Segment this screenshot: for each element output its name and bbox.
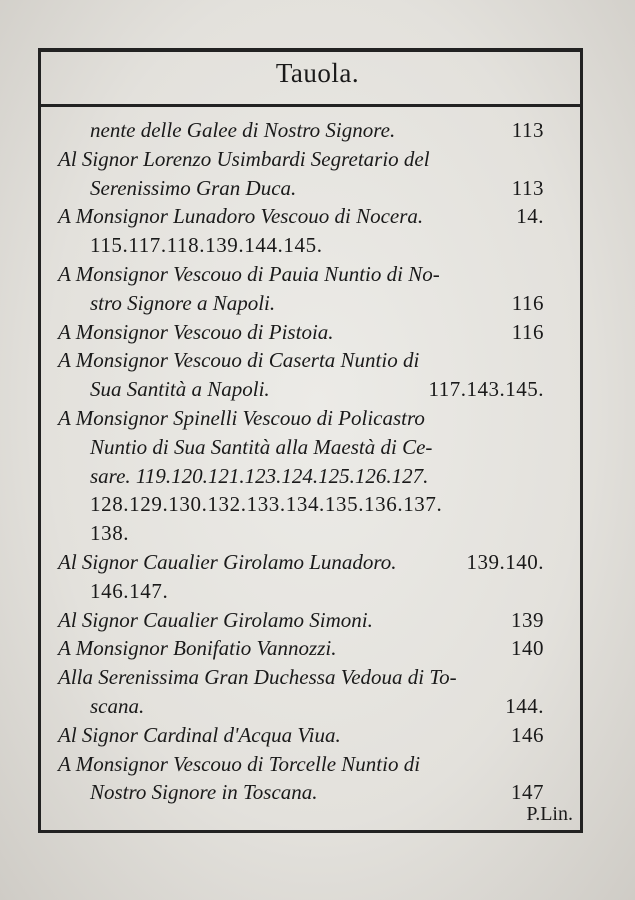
index-entry-line bbox=[58, 519, 544, 548]
entry-text: 115.117.118.139.144.145. bbox=[90, 233, 323, 258]
entry-page-numbers: 113 bbox=[511, 118, 544, 142]
entry-page-numbers: 139 bbox=[511, 607, 544, 632]
index-entry-line bbox=[58, 202, 544, 231]
header-rule bbox=[38, 104, 583, 107]
entry-text: nente delle Galee di Nostro Signore. bbox=[90, 118, 396, 142]
index-entry-line bbox=[58, 721, 544, 750]
entry-text: Al Signor Lorenzo Usimbardi Segretario del bbox=[58, 146, 430, 171]
index-entries bbox=[58, 116, 544, 807]
entry-text: 138. bbox=[90, 521, 130, 546]
index-entry-line bbox=[58, 346, 544, 375]
index-entry-line bbox=[58, 375, 544, 404]
entry-text: Al Signor Caualier Girolamo Lunadoro. bbox=[58, 549, 397, 574]
entry-text: stro Signore a Napoli. bbox=[90, 290, 276, 315]
index-entry-line bbox=[58, 289, 544, 318]
entry-page-numbers: 147 bbox=[511, 780, 544, 805]
index-entry-line bbox=[58, 778, 544, 807]
index-entry-line bbox=[58, 490, 544, 519]
index-entry-line bbox=[58, 318, 544, 347]
index-entry-line bbox=[58, 116, 544, 145]
entry-text: Nuntio di Sua Santità alla Maestà di Ce- bbox=[90, 434, 433, 459]
index-entry-line bbox=[58, 634, 544, 663]
index-entry-line bbox=[58, 692, 544, 721]
entry-text: A Monsignor Vescouo di Pistoia. bbox=[58, 319, 334, 344]
page-title: Tauola. bbox=[275, 58, 360, 88]
index-entry-line bbox=[58, 606, 544, 635]
index-entry-line bbox=[58, 174, 544, 203]
entry-text: Nostro Signore in Toscana. bbox=[90, 780, 318, 805]
entry-text: A Monsignor Lunadoro Vescouo di Nocera. bbox=[58, 204, 424, 229]
catchword: P.Lin. bbox=[526, 803, 573, 825]
entry-text: A Monsignor Spinelli Vescouo di Policastro bbox=[58, 405, 425, 430]
entry-text: Sua Santità a Napoli. bbox=[90, 377, 270, 402]
entry-text: A Monsignor Bonifatio Vannozzi. bbox=[58, 636, 337, 661]
entry-text: A Monsignor Vescouo di Torcelle Nuntio di bbox=[58, 751, 421, 776]
entry-page-numbers: 117.143.145. bbox=[428, 377, 544, 402]
entry-text: 128.129.130.132.133.134.135.136.137. bbox=[90, 492, 443, 517]
index-entry-line bbox=[58, 231, 544, 260]
index-entry-line bbox=[58, 462, 544, 491]
index-entry-line bbox=[58, 404, 544, 433]
index-entry-line bbox=[58, 750, 544, 779]
entry-page-numbers: 146 bbox=[511, 722, 544, 747]
entry-page-numbers: 116 bbox=[511, 290, 544, 315]
entry-page-numbers: 116 bbox=[511, 319, 544, 344]
entry-page-numbers: 144. bbox=[505, 693, 544, 718]
entry-text: Al Signor Caualier Girolamo Simoni. bbox=[58, 607, 373, 632]
entry-page-numbers: 140 bbox=[511, 636, 544, 661]
index-entry-line bbox=[58, 260, 544, 289]
entry-text: scana. bbox=[90, 693, 145, 718]
entry-text: sare. 119.120.121.123.124.125.126.127. bbox=[90, 463, 429, 488]
entry-page-numbers: 14. bbox=[516, 204, 544, 229]
entry-text: A Monsignor Vescouo di Caserta Nuntio di bbox=[58, 348, 420, 373]
entry-text: Alla Serenissima Gran Duchessa Vedoua di To- bbox=[58, 665, 457, 690]
entry-text: Serenissimo Gran Duca. bbox=[90, 175, 297, 200]
index-entry-line bbox=[58, 663, 544, 692]
entry-text: Al Signor Cardinal d'Acqua Viua. bbox=[58, 722, 341, 747]
entry-page-numbers: 113 bbox=[511, 175, 544, 200]
index-entry-line bbox=[58, 145, 544, 174]
index-entry-line bbox=[58, 548, 544, 577]
entry-text: 146.147. bbox=[90, 578, 169, 603]
index-entry-line bbox=[58, 433, 544, 462]
index-entry-line bbox=[58, 577, 544, 606]
entry-page-numbers: 139.140. bbox=[466, 549, 544, 574]
entry-text: A Monsignor Vescouo di Pauia Nuntio di No- bbox=[58, 261, 440, 286]
